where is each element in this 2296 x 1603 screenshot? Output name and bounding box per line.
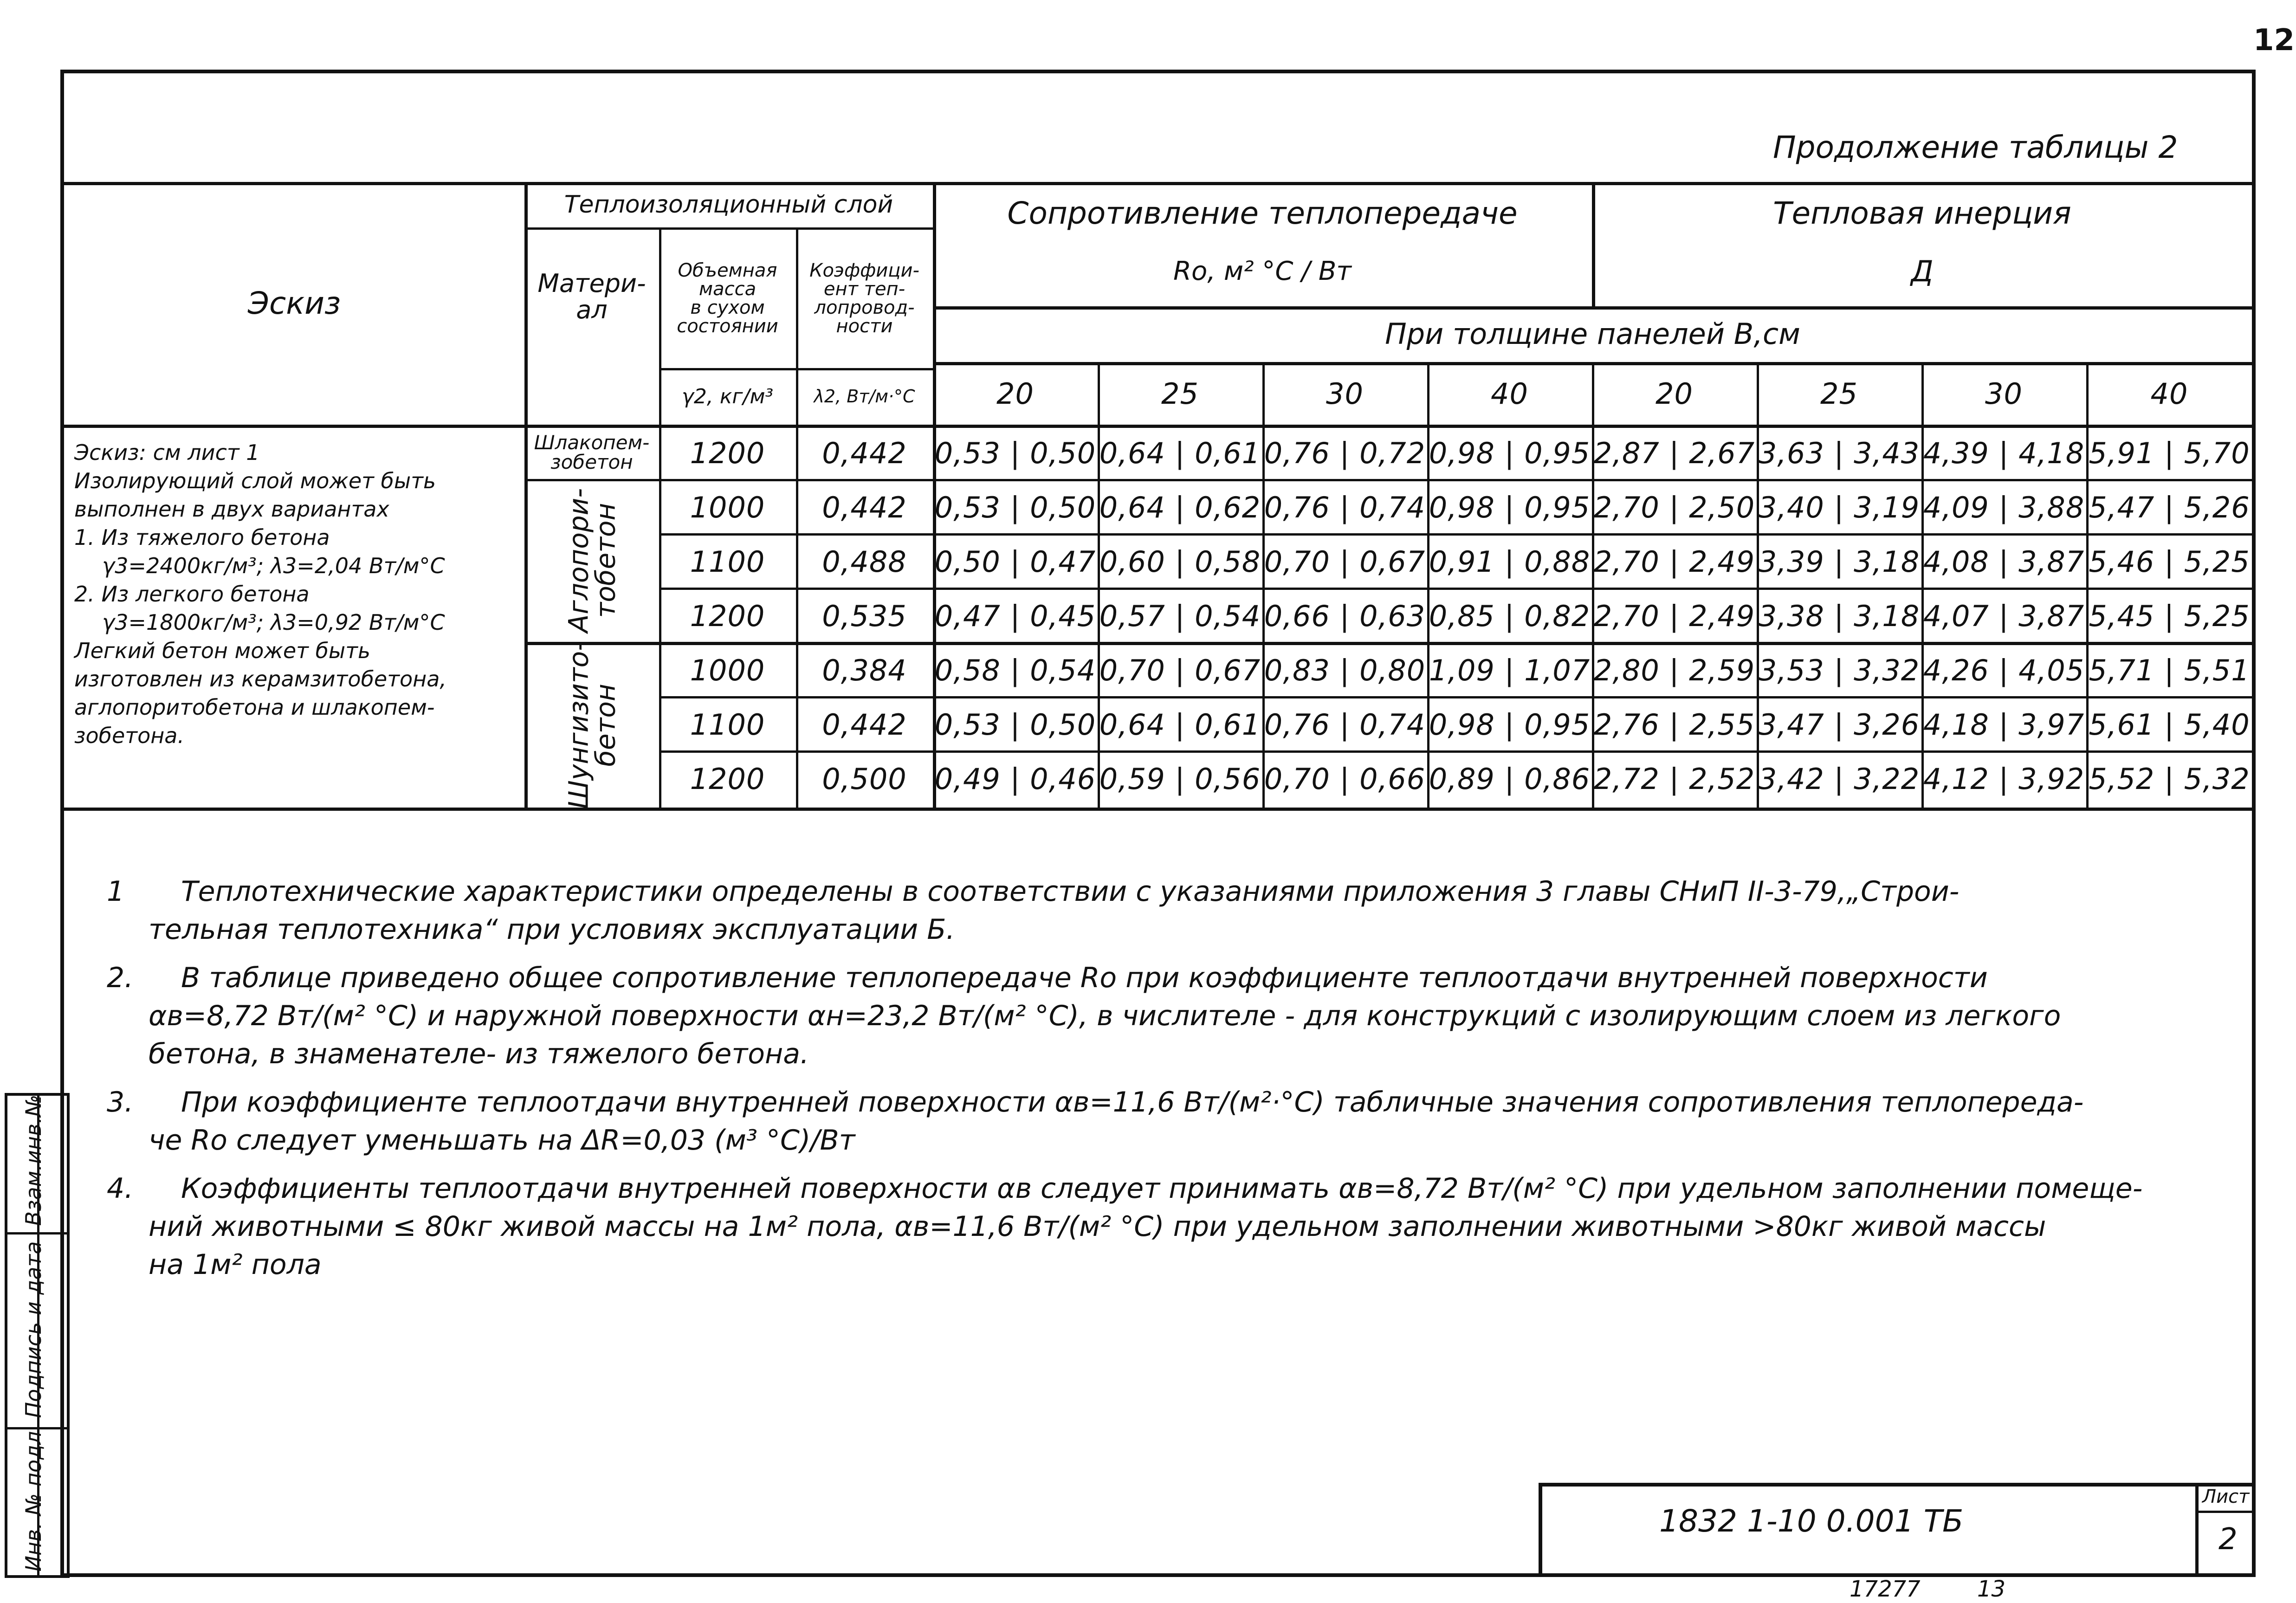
note-number: 4. [107,1172,134,1205]
thickness-value: 20 [996,376,1034,411]
material-agloporite: Аглопори- тобетон [563,488,621,633]
inertia-value: 3,38 | 3,18 [1758,599,1920,633]
resistance-value: 0,76 | 0,74 [1264,490,1426,524]
header-insulation-layer: Теплоизоляционный слой [564,190,893,219]
resistance-value: 0,57 | 0,54 [1099,599,1261,633]
doc-code: 1832 1-10 0.001 ТБ [1659,1503,1964,1539]
resistance-value: 0,58 | 0,54 [934,653,1096,687]
inertia-value: 4,18 | 3,97 [1923,707,2085,742]
density-value: 1000 [690,490,765,524]
inertia-value: 5,45 | 5,25 [2089,599,2250,633]
lambda-value: 0,500 [822,762,907,796]
inertia-value: 2,70 | 2,49 [1593,599,1755,633]
resistance-value: 0,64 | 0,62 [1099,490,1261,524]
resistance-value: 0,64 | 0,61 [1099,436,1261,470]
density-value: 1100 [690,707,765,742]
note-line: В таблице приведено общее сопротивление теплопередаче Rо при коэффициенте теплоотдачи внутренней поверхности [181,962,1988,994]
resistance-value: 0,53 | 0,50 [934,490,1096,524]
sheet-label-rule [2195,1511,2256,1513]
density-value: 1100 [690,544,765,579]
header-material: Матери- ал [537,269,646,324]
density-value: 1200 [690,436,765,470]
inertia-value: 5,91 | 5,70 [2089,436,2250,470]
inertia-value: 5,47 | 5,26 [2089,490,2250,524]
sketch-note-line: аглопоритобетона и шлакопем- [74,695,435,720]
inertia-value: 4,07 | 3,87 [1923,599,2085,633]
header-thickness: При толщине панелей В,см [1385,317,1800,351]
resistance-value: 0,76 | 0,72 [1264,436,1426,470]
resistance-value: 0,64 | 0,61 [1099,707,1261,742]
note-line: тельная теплотехника“ при условиях эксплуатации Б. [149,913,955,946]
sketch-note-line: 2. Из легкого бетона [74,582,310,607]
inertia-value: 2,87 | 2,67 [1593,436,1755,470]
resistance-value: 1,09 | 1,07 [1429,653,1591,687]
resistance-value: 0,50 | 0,47 [934,544,1096,579]
lambda-value: 0,442 [822,436,907,470]
density-value: 1200 [690,599,765,633]
thickness-value: 25 [1820,376,1858,411]
note-item [107,1083,2223,1159]
density-value: 1000 [690,653,765,687]
inertia-value: 2,70 | 2,49 [1593,544,1755,579]
note-line: αв=8,72 Вт/(м² °С) и наружной поверхности αн=23,2 Вт/(м² °С), в числителе - для конструкций с изолирующим слоем из легкого [149,1000,2061,1032]
header-conductivity: Коэффици- ент теп- лопровод- ности [809,259,919,337]
sketch-note-line: γ3=2400кг/м³; λ3=2,04 Вт/м°С [102,553,445,578]
resistance-value: 0,53 | 0,50 [934,436,1096,470]
thickness-value: 25 [1161,376,1199,411]
note-number: 1 [107,875,125,908]
thickness-value: 30 [1326,376,1364,411]
sketch-note-line: γ3=1800кг/м³; λ3=0,92 Вт/м°С [102,610,445,635]
note-item [107,959,2223,1073]
note-line: ний животными ≤ 80кг живой массы на 1м² пола, αв=11,6 Вт/(м² °С) при удельном заполнении животными >80кг живой массы [149,1210,2046,1243]
inertia-value: 4,09 | 3,88 [1923,490,2085,524]
header-inertia-title: Тепловая инерция [1773,195,2071,232]
inertia-value: 3,39 | 3,18 [1758,544,1920,579]
resistance-value: 0,89 | 0,86 [1429,762,1591,796]
resistance-value: 0,83 | 0,80 [1264,653,1426,687]
thickness-value: 20 [1656,376,1693,411]
material-slag-pumice: Шлакопем- зобетон [534,431,650,473]
sketch-note-line: Изолирующий слой может быть [74,468,436,493]
side-stamp [5,1093,70,1578]
inertia-value: 4,39 | 4,18 [1923,436,2085,470]
notes-block [107,873,2223,1294]
resistance-value: 0,60 | 0,58 [1099,544,1261,579]
note-item [107,873,2223,949]
note-line: че Rо следует уменьшать на ΔR=0,03 (м³ °С)/Вт [149,1124,855,1157]
inertia-value: 3,40 | 3,19 [1758,490,1920,524]
thickness-value: 40 [1491,376,1528,411]
page-number: 12 [2253,23,2295,58]
inertia-value: 5,61 | 5,40 [2089,707,2250,742]
header-conductivity-unit: λ2, Вт/м·°С [814,386,915,407]
resistance-value: 0,98 | 0,95 [1429,436,1591,470]
note-number: 3. [107,1086,134,1118]
stamp-inv-number: Инв. № подл [21,1431,46,1572]
thickness-value: 30 [1985,376,2023,411]
inertia-value: 4,26 | 4,05 [1923,653,2085,687]
material-shungizite: Шунгизито- бетон [563,641,621,809]
resistance-value: 0,66 | 0,63 [1264,599,1426,633]
sketch-note-line: 1. Из тяжелого бетона [74,525,330,550]
resistance-value: 0,70 | 0,66 [1264,762,1426,796]
resistance-value: 0,91 | 0,88 [1429,544,1591,579]
thickness-value: 40 [2150,376,2188,411]
resistance-value: 0,53 | 0,50 [934,707,1096,742]
inertia-value: 5,52 | 5,32 [2089,762,2250,796]
note-line: Теплотехнические характеристики определены в соответствии с указаниями приложения 3 главы СНиП II-3-79,„Строи- [181,875,1960,908]
note-line: При коэффициенте теплоотдачи внутренней поверхности αв=11,6 Вт/(м²·°С) табличные значения сопротивления теплопереда- [181,1086,2084,1118]
header-resistance-title: Сопротивление теплопередаче [1007,195,1518,232]
lambda-value: 0,442 [822,490,907,524]
sketch-notes [74,439,520,750]
inertia-value: 3,63 | 3,43 [1758,436,1920,470]
resistance-value: 0,49 | 0,46 [934,762,1096,796]
note-item [107,1170,2223,1284]
note-line: на 1м² пола [149,1248,322,1281]
resistance-value: 0,98 | 0,95 [1429,707,1591,742]
inertia-value: 2,70 | 2,50 [1593,490,1755,524]
table-bottom [64,808,2252,811]
lambda-value: 0,535 [822,599,907,633]
resistance-value: 0,70 | 0,67 [1264,544,1426,579]
resistance-value: 0,76 | 0,74 [1264,707,1426,742]
density-value: 1200 [690,762,765,796]
resistance-value: 0,98 | 0,95 [1429,490,1591,524]
lambda-value: 0,488 [822,544,907,579]
sketch-note-line: изготовлен из керамзитобетона, [74,666,447,692]
inertia-value: 4,12 | 3,92 [1923,762,2085,796]
resistance-value: 0,59 | 0,56 [1099,762,1261,796]
inertia-value: 5,71 | 5,51 [2089,653,2250,687]
inertia-value: 3,42 | 3,22 [1758,762,1920,796]
sketch-note-line: зобетона. [74,723,185,748]
sheet-label: Лист [2202,1486,2250,1507]
header-sketch: Эскиз [247,285,341,321]
table-caption: Продолжение таблицы 2 [1773,129,2178,165]
note-line: бетона, в знаменателе- из тяжелого бетона. [149,1038,809,1070]
note-number: 2. [107,962,134,994]
note-line: Коэффициенты теплоотдачи внутренней поверхности αв следует принимать αв=8,72 Вт/(м² °С) при удельном заполнении помеще- [181,1172,2143,1205]
sheet-number: 2 [2218,1522,2238,1557]
inertia-value: 4,08 | 3,87 [1923,544,2085,579]
inertia-value: 3,53 | 3,32 [1758,653,1920,687]
header-resistance-symbol: Rо, м² °С / Вт [1173,256,1352,286]
title-block-divider [2195,1483,2199,1577]
inertia-value: 2,72 | 2,52 [1593,762,1755,796]
stamp-signature-date: Подпись и дата [21,1241,46,1418]
footer-inv-number: 17277 [1850,1576,1921,1602]
footer-copy-number: 13 [1977,1576,2006,1602]
header-inertia-symbol: Д [1911,254,1934,289]
inertia-value: 2,76 | 2,55 [1593,707,1755,742]
stamp-replace-inv: Взам.инв.№ [21,1094,46,1226]
header-density-unit: γ2, кг/м³ [681,384,774,408]
sketch-note-line: выполнен в двух вариантах [74,497,389,522]
inertia-value: 5,46 | 5,25 [2089,544,2250,579]
inertia-value: 2,80 | 2,59 [1593,653,1755,687]
header-density: Объемная масса в сухом состоянии [677,259,778,337]
resistance-value: 0,70 | 0,67 [1099,653,1261,687]
sketch-note-line: Легкий бетон может быть [74,638,371,663]
lambda-value: 0,384 [822,653,907,687]
resistance-value: 0,85 | 0,82 [1429,599,1591,633]
resistance-value: 0,47 | 0,45 [934,599,1096,633]
lambda-value: 0,442 [822,707,907,742]
sketch-note-line: Эскиз: см лист 1 [74,440,260,465]
inertia-value: 3,47 | 3,26 [1758,707,1920,742]
